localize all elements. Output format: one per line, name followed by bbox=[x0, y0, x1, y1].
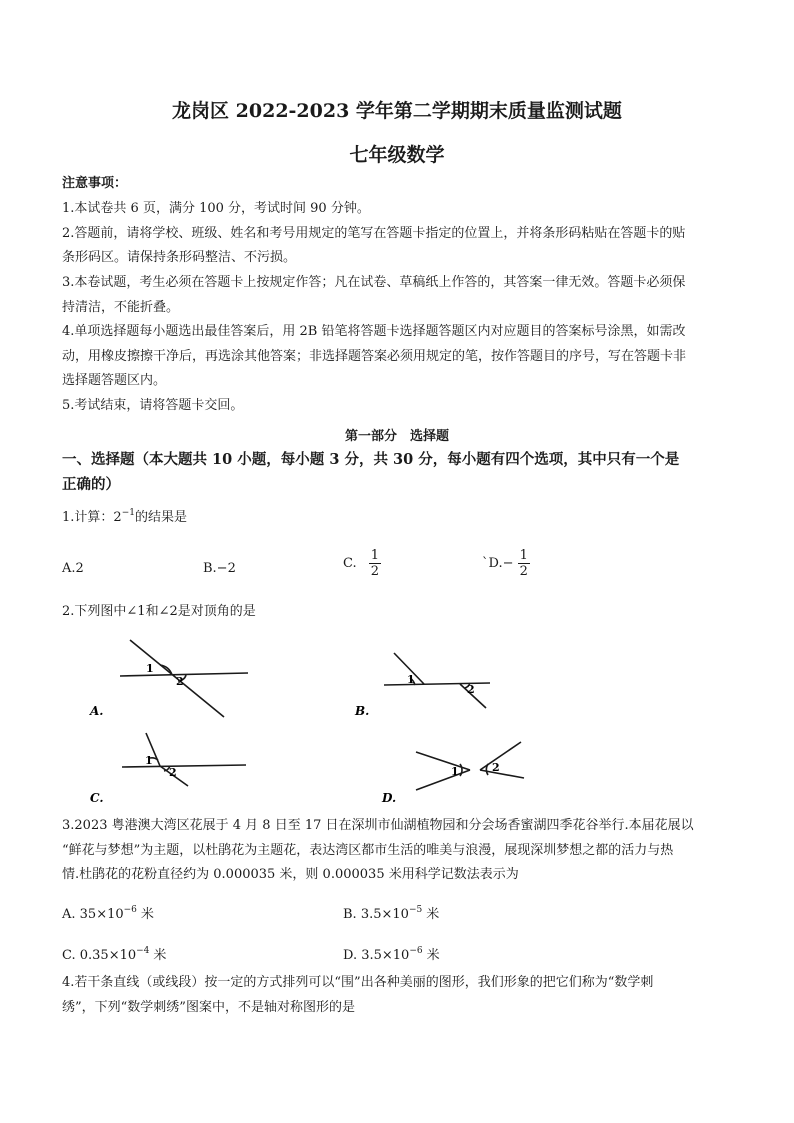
q2-a-angle-1: 1 bbox=[146, 662, 154, 675]
q1-c-denominator: 2 bbox=[370, 564, 380, 579]
q1-exponent: −1 bbox=[121, 508, 135, 518]
q3-d-exp: −6 bbox=[409, 946, 423, 956]
part-title: 第一部分 选择题 bbox=[344, 429, 449, 444]
q3-a-exp: −6 bbox=[123, 905, 137, 915]
q1-option-c bbox=[343, 548, 381, 579]
question-4-line: 4.若干条直线（或线段）按一定的方式排列可以“围”出各种美丽的图形，我们形象的把它们称为“数学刺 bbox=[62, 975, 654, 990]
q1-option-b: B.−2 bbox=[203, 561, 236, 576]
q1-c-numerator: 1 bbox=[370, 548, 380, 563]
notice-line: 条形码区。请保持条形码整洁、不污损。 bbox=[62, 250, 297, 265]
q2-b-angle-2: 2 bbox=[467, 683, 475, 696]
q3-option-d bbox=[343, 944, 440, 963]
q2-b-angle-1: 1 bbox=[407, 673, 415, 686]
q3-c-unit: 米 bbox=[153, 948, 167, 963]
question-2-stem: 2.下列图中∠1和∠2是对顶角的是 bbox=[62, 604, 256, 619]
q1-d-label: `D.− bbox=[482, 556, 514, 571]
q3-b-unit: 米 bbox=[426, 907, 440, 922]
question-3-line: “鲜花与梦想”为主题，以杜鹃花为主题花，表达湾区都市生活的唯美与浪漫，展现深圳梦想之都的活力与热 bbox=[62, 843, 674, 858]
notice-line: 5.考试结束，请将答题卡交回。 bbox=[62, 398, 244, 413]
q3-a-unit: 米 bbox=[140, 907, 154, 922]
q2-figure-a bbox=[120, 640, 248, 717]
notice-line: 4.单项选择题每小题选出最佳答案后，用 2B 铅笔将答题卡选择题答题区内对应题目的答案标号涂黑，如需改 bbox=[62, 324, 686, 339]
q2-d-angle-2: 2 bbox=[492, 761, 500, 774]
q1-c-fraction bbox=[369, 548, 381, 579]
q2-d-label: D. bbox=[382, 791, 397, 805]
q3-d-unit: 米 bbox=[426, 948, 440, 963]
q2-c-angle-1: 1 bbox=[145, 754, 153, 767]
q3-b-exp: −5 bbox=[408, 905, 423, 915]
notice-line: 持清洁，不能折叠。 bbox=[62, 300, 180, 315]
q2-figure-d bbox=[416, 742, 524, 790]
q2-figures bbox=[0, 630, 794, 820]
q1-suffix: 的结果是 bbox=[134, 510, 187, 525]
notice-line: 2.答题前，请将学校、班级、姓名和考号用规定的笔写在答题卡指定的位置上，并将条形码粘贴在答题卡的贴 bbox=[62, 226, 686, 241]
question-3-line: 情.杜鹃花的花粉直径约为 0.000035 米，则 0.000035 米用科学记数法表示为 bbox=[62, 867, 519, 882]
section-heading: 一、选择题（本大题共 10 小题，每小题 3 分，共 30 分，每小题有四个选项，其中只有一个是 bbox=[62, 451, 680, 468]
question-1-stem bbox=[62, 510, 738, 526]
notice-line: 动，用橡皮擦擦干净后，再选涂其他答案；非选择题答案必须用规定的笔，按作答题目的序号，写在答题卡非 bbox=[62, 349, 687, 364]
exam-title: 龙岗区 2022-2023 学年第二学期期末质量监测试题 bbox=[172, 100, 622, 122]
q3-option-a bbox=[62, 903, 154, 922]
q2-figure-c bbox=[122, 733, 246, 786]
q2-c-label: C. bbox=[90, 791, 104, 805]
notice-line: 1.本试卷共 6 页，满分 100 分，考试时间 90 分钟。 bbox=[62, 201, 370, 216]
q2-c-angle-2: 2 bbox=[169, 766, 177, 779]
section-heading-cont: 正确的） bbox=[62, 476, 120, 493]
q3-d-text: D. 3.5×10 bbox=[343, 948, 410, 963]
q1-base: 2 bbox=[113, 510, 122, 525]
q2-a-angle-2: 2 bbox=[176, 675, 184, 688]
q1-c-label: C. bbox=[343, 556, 357, 571]
q1-prefix: 1.计算： bbox=[62, 510, 114, 525]
question-4-line: 绣”，下列“数学刺绣”图案中，不是轴对称图形的是 bbox=[62, 1000, 355, 1015]
q2-b-label: B. bbox=[355, 704, 370, 718]
q1-option-a: A.2 bbox=[62, 561, 84, 576]
q3-b-text: B. 3.5×10 bbox=[343, 907, 409, 922]
notice-line: 3.本卷试题，考生必须在答题卡上按规定作答；凡在试卷、草稿纸上作答的，其答案一律无效。答题卡必须保 bbox=[62, 275, 686, 290]
notice-heading: 注意事项： bbox=[62, 176, 128, 191]
notice-line: 选择题答题区内。 bbox=[62, 373, 167, 388]
q2-figure-b bbox=[384, 653, 490, 708]
q3-c-text: C. 0.35×10 bbox=[62, 948, 137, 963]
q2-a-label: A. bbox=[90, 704, 104, 718]
q2-d-angle-1: 1 bbox=[451, 765, 459, 778]
q3-option-b bbox=[343, 903, 439, 922]
exam-subtitle: 七年级数学 bbox=[349, 144, 445, 166]
question-3-line: 3.2023 粤港澳大湾区花展于 4 月 8 日至 17 日在深圳市仙湖植物园和分会场香蜜湖四季花谷举行.本届花展以 bbox=[62, 818, 694, 833]
q3-c-exp: −4 bbox=[136, 946, 150, 956]
q1-option-d bbox=[482, 548, 530, 579]
q3-option-c bbox=[62, 944, 166, 963]
q1-d-denominator: 2 bbox=[519, 564, 528, 579]
q1-d-numerator: 1 bbox=[519, 548, 528, 563]
q1-d-fraction bbox=[518, 548, 530, 579]
q3-a-text: A. 35×10 bbox=[62, 907, 124, 922]
